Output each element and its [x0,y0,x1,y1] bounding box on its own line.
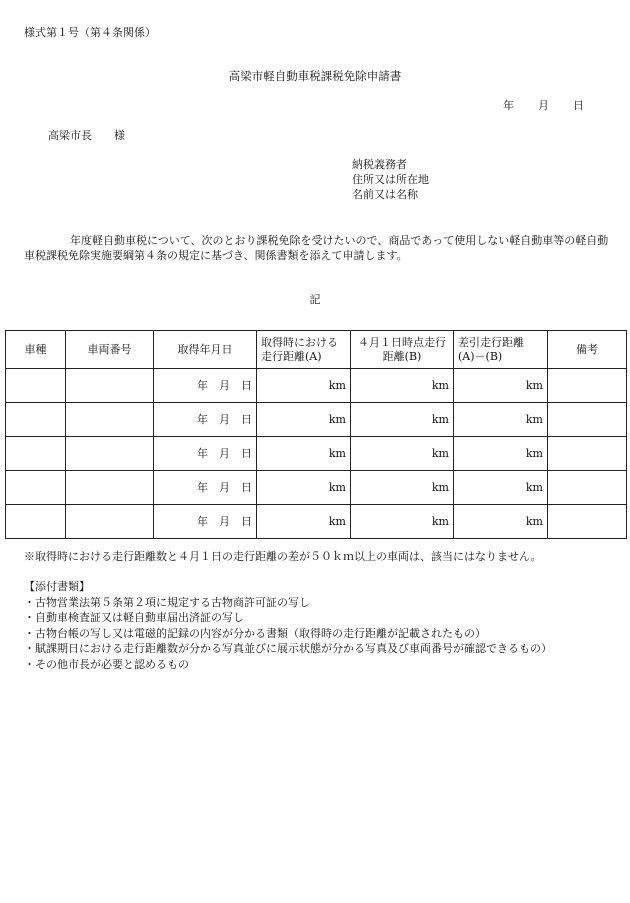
header-km-difference: 差引走行距離 (A)－(B) [454,331,548,369]
attachment-item: ・自動車検査証又は軽自動車届出済証の写し [24,611,244,624]
km-diff-cell[interactable]: km [454,471,548,505]
table-row [6,471,627,505]
header-plate-number: 車両番号 [66,331,154,369]
address-label: 住所又は所在地 [352,173,429,186]
form-number: 様式第１号（第４条関係） [24,26,156,39]
attachment-item: ・賦課期日における走行距離数が分かる写真並びに展示状態が分かる写真及び車両番号が確認できるもの） [24,642,552,655]
date-cell[interactable]: 年 月 日 [154,369,257,403]
vehicle-type-cell[interactable] [6,471,66,505]
date-day-label: 日 [573,99,584,112]
attachment-item: ・その他市長が必要と認めるもの [24,657,189,671]
remarks-cell[interactable] [548,505,627,539]
plate-cell[interactable] [66,403,154,437]
attachments-heading: 【添付書類】 [24,580,90,593]
plate-cell[interactable] [66,437,154,471]
addressee: 高梁市長 様 [48,129,125,142]
table-row [6,505,627,539]
remarks-cell[interactable] [548,403,627,437]
remarks-cell[interactable] [548,471,627,505]
km-diff-cell[interactable]: km [454,369,548,403]
page-title: 高梁市軽自動車税課税免除申請書 [228,69,402,83]
km-a-cell[interactable]: km [257,471,351,505]
date-cell[interactable]: 年 月 日 [154,505,257,539]
km-b-cell[interactable]: km [351,437,454,471]
km-diff-cell[interactable]: km [454,437,548,471]
km-diff-cell[interactable]: km [454,403,548,437]
taxpayer-label: 納税義務者 [352,158,407,171]
km-b-cell[interactable]: km [351,369,454,403]
name-label: 名前又は名称 [352,188,418,201]
table-row [6,437,627,471]
km-b-cell[interactable]: km [351,505,454,539]
ki-heading: 記 [309,293,321,306]
plate-cell[interactable] [66,505,154,539]
attachment-item: ・古物台帳の写し又は電磁的記録の内容が分かる書類（取得時の走行距離が記載されたもの） [24,626,486,640]
plate-cell[interactable] [66,369,154,403]
vehicle-type-cell[interactable] [6,403,66,437]
km-a-cell[interactable]: km [257,403,351,437]
date-line [503,97,584,113]
km-a-cell[interactable]: km [257,505,351,539]
km-a-cell[interactable]: km [257,437,351,471]
vehicle-table [5,330,627,539]
km-diff-cell[interactable]: km [454,505,548,539]
header-km-april-1: ４月１日時点走行距離(B) [351,331,454,369]
table-header-row [6,331,627,369]
date-year-label: 年 [503,99,514,112]
vehicle-type-cell[interactable] [6,505,66,539]
vehicle-type-cell[interactable] [6,369,66,403]
header-remarks: 備考 [548,331,627,369]
attachments-list [24,579,552,672]
taxpayer-block [352,157,429,202]
remarks-cell[interactable] [548,369,627,403]
attachment-item: ・古物営業法第５条第２項に規定する古物商許可証の写し [24,595,310,609]
vehicle-type-cell[interactable] [6,437,66,471]
km-b-cell[interactable]: km [351,403,454,437]
header-vehicle-type: 車種 [6,331,66,369]
table-row [6,403,627,437]
request-paragraph: 年度軽自動車税について、次のとおり課税免除を受けたいので、商品であって使用しない軽自動車等の軽自動車税課税免除実施要綱第４条の規定に基づき、関係書類を添えて申請します。 [24,234,609,262]
km-a-cell[interactable]: km [257,369,351,403]
table-row [6,369,627,403]
eligibility-note: ※取得時における走行距離数と４月１日の走行距離の差が５０ｋｍ以上の車両は、該当にはなりません。 [24,550,542,563]
header-km-at-acquisition: 取得時における走行距離(A) [257,331,351,369]
date-cell[interactable]: 年 月 日 [154,437,257,471]
date-month-label: 月 [538,99,549,112]
plate-cell[interactable] [66,471,154,505]
date-cell[interactable]: 年 月 日 [154,403,257,437]
date-cell[interactable]: 年 月 日 [154,471,257,505]
header-acquisition-date: 取得年月日 [154,331,257,369]
remarks-cell[interactable] [548,437,627,471]
km-b-cell[interactable]: km [351,471,454,505]
